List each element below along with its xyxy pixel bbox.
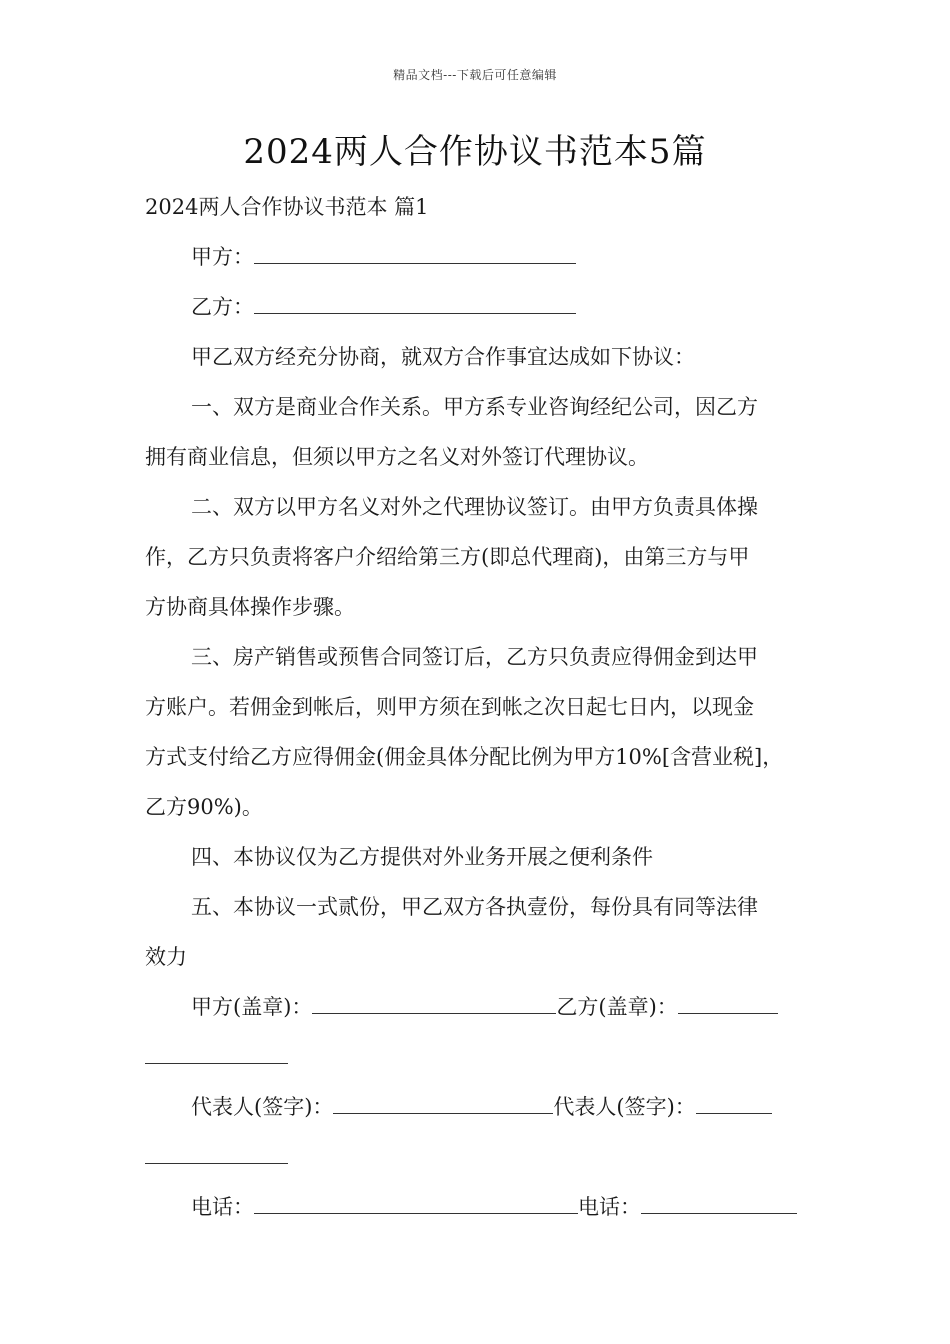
clause-2-line-1: 二、双方以甲方名义对外之代理协议签订。由甲方负责具体操 — [191, 495, 758, 519]
document-body — [145, 182, 810, 1232]
clause-1-line-2: 拥有商业信息，但须以甲方之名义对外签订代理协议。 — [145, 445, 649, 469]
party-b-label: 乙方： — [191, 295, 254, 319]
phone-b-label: 电话： — [578, 1195, 641, 1219]
clause-2-line-3: 方协商具体操作步骤。 — [145, 595, 355, 619]
clause-1-line-1: 一、双方是商业合作关系。甲方系专业咨询经纪公司，因乙方 — [191, 395, 758, 419]
representative-a-blank — [333, 1097, 553, 1114]
intro-paragraph: 甲乙双方经充分协商，就双方合作事宜达成如下协议： — [191, 345, 695, 369]
seal-party-b-blank — [678, 997, 778, 1014]
seal-party-b-label: 乙方(盖章)： — [556, 995, 678, 1019]
seal-party-a-label: 甲方(盖章)： — [191, 995, 313, 1019]
clause-3-line-3: 方式支付给乙方应得佣金(佣金具体分配比例为甲方10%[含营业税]， — [145, 745, 784, 769]
document-subtitle: 2024两人合作协议书范本 篇1 — [145, 195, 429, 219]
party-b-line — [145, 282, 810, 332]
representative-a-label: 代表人(签字)： — [191, 1095, 334, 1119]
representative-line-continuation — [145, 1132, 810, 1182]
seal-line-continuation — [145, 1032, 810, 1082]
clause-4: 四、本协议仅为乙方提供对外业务开展之便利条件 — [191, 845, 653, 869]
representative-line — [145, 1082, 810, 1132]
seal-continuation-blank — [145, 1047, 288, 1064]
representative-b-blank — [696, 1097, 772, 1114]
party-b-blank — [254, 297, 576, 314]
clause-2-line-2: 作，乙方只负责将客户介绍给第三方(即总代理商)，由第三方与甲 — [145, 545, 750, 569]
clause-3-line-4: 乙方90%)。 — [145, 795, 263, 819]
representative-b-label: 代表人(签字)： — [553, 1095, 696, 1119]
party-a-line — [145, 232, 810, 282]
page-header-watermark: 精品文档---下载后可任意编辑 — [393, 68, 557, 82]
seal-party-a-blank — [312, 997, 556, 1014]
phone-a-blank — [254, 1197, 578, 1214]
clause-3-line-1: 三、房产销售或预售合同签订后，乙方只负责应得佣金到达甲 — [191, 645, 758, 669]
phone-b-blank — [641, 1197, 797, 1214]
phone-a-label: 电话： — [191, 1195, 254, 1219]
party-a-label: 甲方： — [191, 245, 254, 269]
seal-line — [145, 982, 810, 1032]
phone-line — [145, 1182, 810, 1232]
clause-5-line-1: 五、本协议一式贰份，甲乙双方各执壹份，每份具有同等法律 — [191, 895, 758, 919]
document-title: 2024两人合作协议书范本5篇 — [243, 132, 707, 172]
representative-continuation-blank — [145, 1147, 288, 1164]
party-a-blank — [254, 247, 576, 264]
clause-3-line-2: 方账户。若佣金到帐后，则甲方须在到帐之次日起七日内，以现金 — [145, 695, 754, 719]
clause-5-line-2: 效力 — [145, 945, 187, 969]
